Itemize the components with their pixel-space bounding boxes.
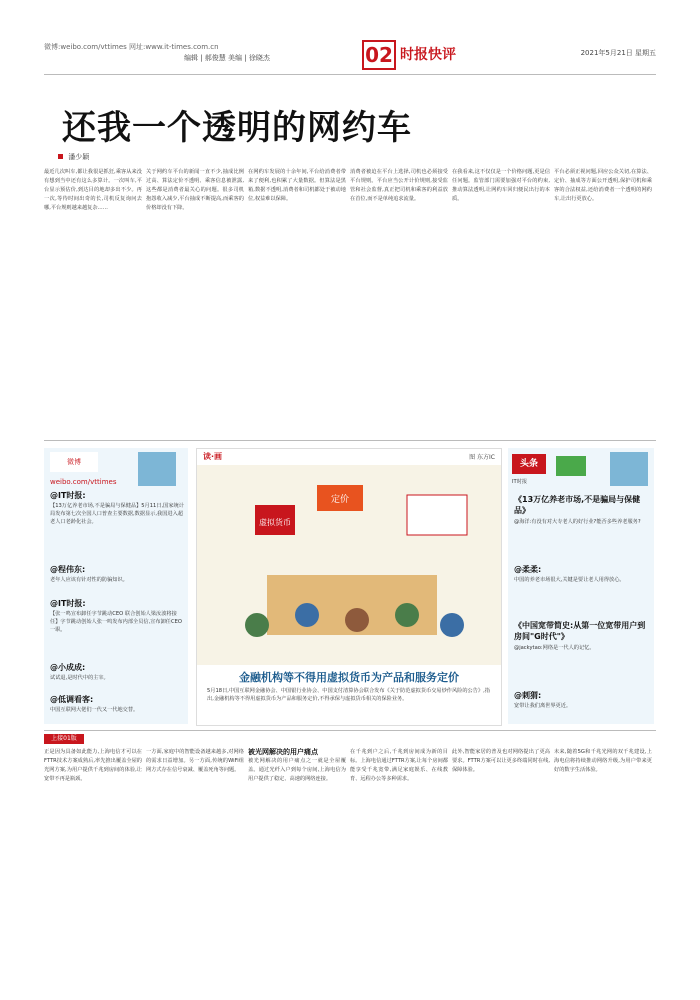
- section-divider: [44, 440, 656, 441]
- weibo-item-text: 老年人应该有针对性的防骗知识。: [50, 577, 128, 583]
- toutiao-item-text: @jackytao:网络是一代人的记忆。: [514, 645, 595, 651]
- bottom-column: 在千兆到户之后,千兆到房间成为新的目标。上海电信通过FTTR方案,让每个房间都能享受千兆宽带,满足家庭娱乐、在线教育、远程办公等多种需求。: [350, 749, 448, 782]
- weibo-item-text: 【13万亿养老市场,不是骗局与保健品】5月11日,国家统计局发布第七次全国人口普查主要数据,数据显示,我国进入超老人口老龄化社会。: [50, 503, 184, 525]
- weibo-item-title: @IT时报:: [50, 491, 86, 500]
- toutiao-item-text: @海洋:有没有对大专老人的好行业?能否多些养老服务?: [514, 519, 641, 525]
- issue-date: 2021年5月21日 星期五: [580, 49, 656, 57]
- weibo-item-text: 试试退,是时代中的主宰。: [50, 675, 109, 681]
- bottom-column-text: 被光网解决的用户痛点之一就是全屋覆盖。通过光纤入户到每个房间,上海电信为用户提供了稳定、高速的网络连接。: [248, 758, 346, 782]
- bottom-column: 此外,智能家居的普及也对网络提出了更高要求。FTTR方案可以让更多终端同时在线,保障体验。: [452, 749, 550, 773]
- sign-left: 虚拟货币: [259, 518, 291, 527]
- bottom-column: [248, 748, 346, 980]
- section-title: 时报快评: [400, 47, 456, 63]
- article-title: 还我一个透明的网约车: [62, 108, 412, 148]
- article-column: 平台必须正视问题,回应公众关切,在算法、定价、抽成等方面公开透明,保护司机和乘客的合法权益,还给消费者一个透明的网约车,让出行更放心。: [554, 169, 652, 202]
- bottom-column: 一方面,家庭中的智能设备越来越多,对网络的需求日益增加。另一方面,传统的WiFi组网方式存在信号衰减、覆盖死角等问题。: [146, 749, 244, 773]
- toutiao-chip: 头条: [512, 454, 546, 474]
- weibo-thumbnail-icon: [138, 452, 176, 486]
- toutiao-item-text: 宽带让我们离世界更近。: [514, 703, 572, 709]
- weibo-item-title: @小成成:: [50, 663, 86, 672]
- sign-right: 定价: [330, 495, 350, 505]
- toutiao-item-title: 《13万亿养老市场,不是骗局与保健品》: [514, 495, 641, 515]
- cartoon-credit: 图 东方IC: [469, 454, 495, 461]
- cartoon-illustration: [197, 465, 501, 665]
- weibo-item-title: @程伟东:: [50, 565, 86, 574]
- cartoon-tag: 读·画: [203, 452, 223, 461]
- header-editors: 编辑 | 郝俊慧 美编 | 徐晓杰: [184, 54, 270, 62]
- toutiao-item-title: @刺猬:: [514, 691, 542, 700]
- cartoon-title: 金融机构等不得用虚拟货币为产品和服务定价: [239, 671, 459, 684]
- weibo-item-text: 中国互联网大佬们一代又一代地交替。: [50, 707, 139, 713]
- article-column: 在网约车发展的十余年间,平台给消费者带来了便利,也积累了大量数据。但算法是黑箱,数据不透明,消费者和司机都处于被动地位,权益难以保障。: [248, 169, 346, 202]
- toutiao-item-title: @柔柔:: [514, 565, 542, 574]
- cartoon-panel: [196, 448, 502, 726]
- toutiao-item-title: 《中国宽带简史:从第一位宽带用户到房间"G时代"》: [514, 621, 646, 641]
- cartoon-caption: 5月18日,中国互联网金融协会、中国银行业协会、中国支付清算协会联合发布《关于防范虚拟货币交易炒作风险的公告》,指出,金融机构等不得用虚拟货币为产品和服务定价,不得承保与虚拟货币相关的保险业务。: [207, 688, 490, 702]
- cartoon-header: [197, 449, 501, 463]
- header-contacts: 微博:weibo.com/vttimes 网址:www.it-times.com.cn: [44, 43, 219, 51]
- toutiao-item-text: 中国的养老市场很大,关键是要让老人用得放心。: [514, 577, 625, 583]
- header-divider: [44, 74, 656, 75]
- article-column: 消费者被迫在平台上选择,司机也必须接受平台规则。平台应当公开计价规则,接受监管和社会监督,真正把司机和乘客的利益放在首位,而不是单纯追求流量。: [350, 169, 448, 202]
- weibo-item-text: 【张一鸣宣布卸任字节跳动CEO 联合创始人梁汝波将接任】字节跳动创始人张一鸣发布内部全员信,宣布卸任CEO一职。: [50, 611, 182, 633]
- byline-marker-icon: [58, 154, 63, 159]
- article-column: 最近几次叫车,都让我很是抓狂,乘客从来没有想到当中还有这么多算计。一次叫车,平台显示预估价,到达目的地却多出不少。再一次,等待时间出奇的长,司机反复询问去哪,平台规则越来越复杂……: [44, 169, 142, 211]
- weibo-item-title: @IT时报:: [50, 599, 86, 608]
- lower-divider: [44, 730, 656, 731]
- toutiao-box: [508, 448, 654, 724]
- page-number: 02: [362, 40, 396, 70]
- page-header: [44, 40, 656, 68]
- bottom-column: 未来,随着5G和千兆光网的双千兆建设,上海电信将持续推动网络升级,为用户带来更好的数字生活体验。: [554, 749, 652, 773]
- weibo-item-title: @低调看客:: [50, 695, 94, 704]
- article-column: 在我看来,这不仅仅是一个价格问题,更是信任问题。监管部门需要加强对平台的约束,推动算法透明,让网约车回归便民出行的本质。: [452, 169, 550, 202]
- wechat-icon: [556, 456, 586, 476]
- toutiao-sub: IT时报: [512, 479, 528, 485]
- bottom-column: 正是因为具备如此能力,上海电信才可以在FTTR技术方案成熟后,率先推出覆盖全屋的光网方案,为用户提供千兆到房间的体验,让宽带不再是瓶颈。: [44, 749, 142, 782]
- weibo-chip: 微博 weibo.com/vttimes: [50, 452, 98, 472]
- weibo-box: [44, 448, 188, 724]
- bottom-subhead: 被光网解决的用户痛点: [248, 748, 318, 756]
- byline-author: 潘少颖: [68, 153, 90, 161]
- article-byline: [58, 152, 89, 162]
- toutiao-thumbnail-icon: [610, 452, 648, 486]
- article-column: 关于网约车平台的新闻一直不少,抽成比例过高、算法定价不透明、乘客信息被泄露,这些都是消费者最关心的问题。很多司机抱怨收入减少,平台抽成不断提高,而乘客的价格却没有下降。: [146, 169, 244, 211]
- continued-tag: 上接01版: [44, 734, 84, 744]
